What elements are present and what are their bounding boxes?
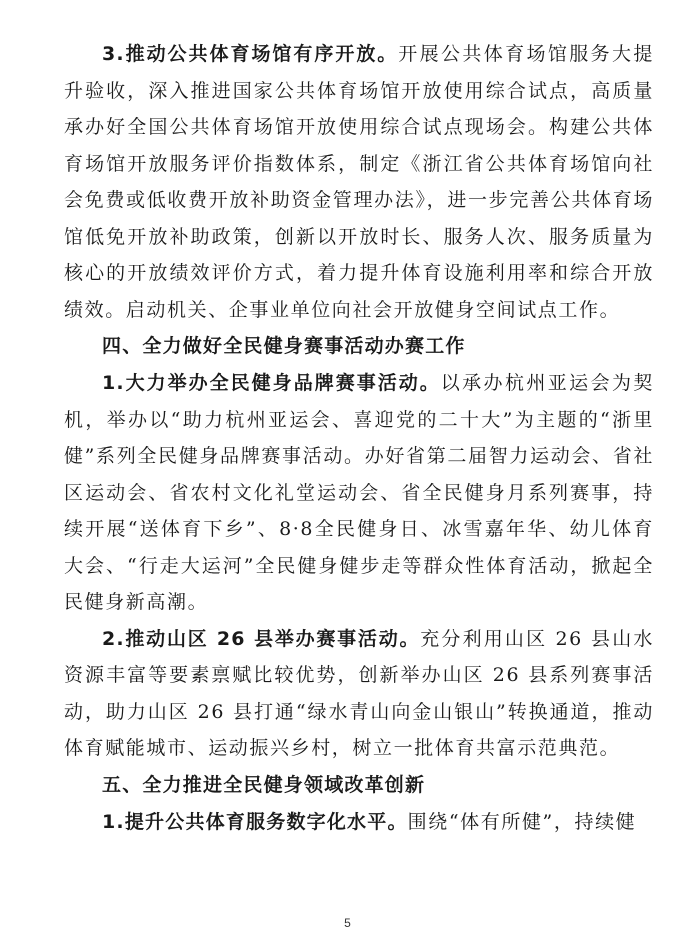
section-heading-four: 四、全力做好全民健身赛事活动办赛工作 <box>102 335 466 357</box>
document-page <box>64 36 654 840</box>
item-body-digitalization: 围绕“体有所健”，持续健 <box>407 810 637 833</box>
item-lead-digitalization: 1.提升公共体育服务数字化水平。 <box>102 810 408 833</box>
item-lead-venue-opening: 3.推动公共体育场馆有序开放。 <box>102 43 399 65</box>
page-number: 5 <box>344 916 351 930</box>
paragraph-brand-events <box>64 365 654 621</box>
item-body-venue-opening: 开展公共体育场馆服务大提升验收，深入推进国家公共体育场馆开放使用综合试点，高质量承办好全国公共体育场馆开放使用综合试点现场会。构建公共体育场馆开放服务评价指数体系，制定《浙江省公共体育场馆向社会免费或低收费开放补助资金管理办法》，进一步完善公共体育场馆低免开放补助政策，创新以开放时长、服务人次、服务质量为核心的开放绩效评价方式，着力提升体育设施利用率和综合开放绩效。启动机关、企事业单位向社会开放健身空间试点工作。 <box>64 43 654 321</box>
paragraph-digitalization <box>64 804 654 841</box>
paragraph-mountain-counties <box>64 621 654 767</box>
section-heading-five: 五、全力推进全民健身领域改革创新 <box>102 773 426 796</box>
paragraph-venue-opening <box>64 36 654 328</box>
item-body-mountain-counties: 充分利用山区 26 县山水资源丰富等要素禀赋比较优势，创新举办山区 26 县系列赛事活动，助力山区 26 县打通“绿水青山向金山银山”转换通道，推动体育赋能城市、运动振兴乡村，树立一批体育共富示范典范。 <box>64 627 654 759</box>
item-lead-mountain-counties: 2.推动山区 26 县举办赛事活动。 <box>102 627 421 650</box>
item-lead-brand-events: 1.大力举办全民健身品牌赛事活动。 <box>102 372 441 394</box>
item-body-brand-events: 以承办杭州亚运会为契机，举办以“助力杭州亚运会、喜迎党的二十大”为主题的“浙里健”系列全民健身品牌赛事活动。办好省第二届智力运动会、省社区运动会、省农村文化礼堂运动会、省全民健身月系列赛事，持续开展“送体育下乡”、8·8全民健身日、冰雪嘉年华、幼儿体育大会、“行走大运河”全民健身健步走等群众性体育活动，掀起全民健身新高潮。 <box>64 372 654 613</box>
